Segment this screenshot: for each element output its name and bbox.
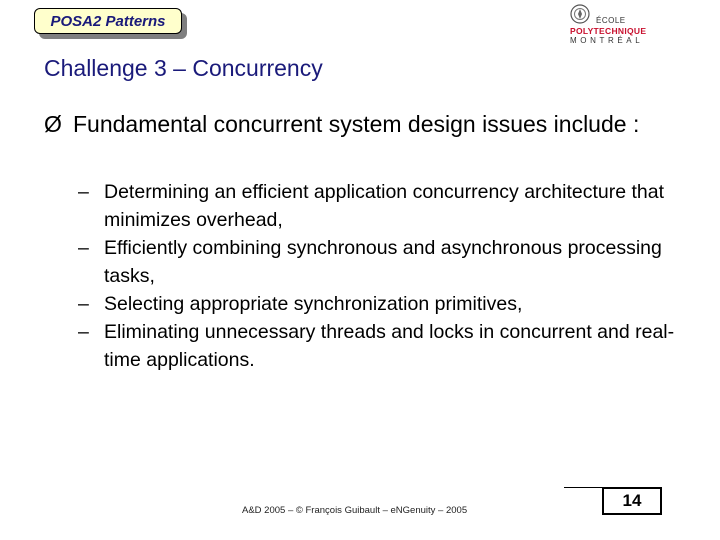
school-logo <box>566 4 686 50</box>
main-bullet <box>44 108 684 140</box>
logo-line-2: POLYTECHNIQUE <box>570 26 647 36</box>
dash-bullet-icon: – <box>78 293 89 315</box>
dash-bullet-icon: – <box>78 181 89 203</box>
dash-bullet-icon: – <box>78 237 89 259</box>
sub-bullet-item <box>78 290 698 318</box>
course-tag-label: POSA2 Patterns <box>34 8 182 34</box>
sub-bullet-text: Selecting appropriate synchronization primitives, <box>104 293 523 315</box>
sub-bullet-item <box>78 234 698 290</box>
slide-subtitle: Challenge 3 – Concurrency <box>44 55 323 81</box>
sub-bullet-text: Eliminating unnecessary threads and locks in concurrent and real-time applications. <box>104 321 675 371</box>
main-bullet-text: Fundamental concurrent system design issues include : <box>73 111 640 137</box>
sub-bullet-list <box>78 178 698 374</box>
page-number-box <box>602 487 662 515</box>
sub-bullet-text: Efficiently combining synchronous and asynchronous processing tasks, <box>104 237 662 287</box>
page-number-rule <box>564 487 604 488</box>
footer-text: A&D 2005 – © François Guibault – eNGenuity – 2005 <box>242 505 468 516</box>
logo-line-3: MONTRÉAL <box>570 36 644 45</box>
seal-icon <box>570 4 590 24</box>
sub-bullet-item <box>78 178 698 234</box>
logo-line-1: ÉCOLE <box>596 16 626 25</box>
sub-bullet-text: Determining an efficient application concurrency architecture that minimizes overhead, <box>104 181 665 231</box>
course-tag <box>34 8 182 34</box>
dash-bullet-icon: – <box>78 321 89 343</box>
arrow-bullet-icon: Ø <box>44 111 62 137</box>
sub-bullet-item <box>78 318 698 374</box>
page-number: 14 <box>622 491 642 510</box>
